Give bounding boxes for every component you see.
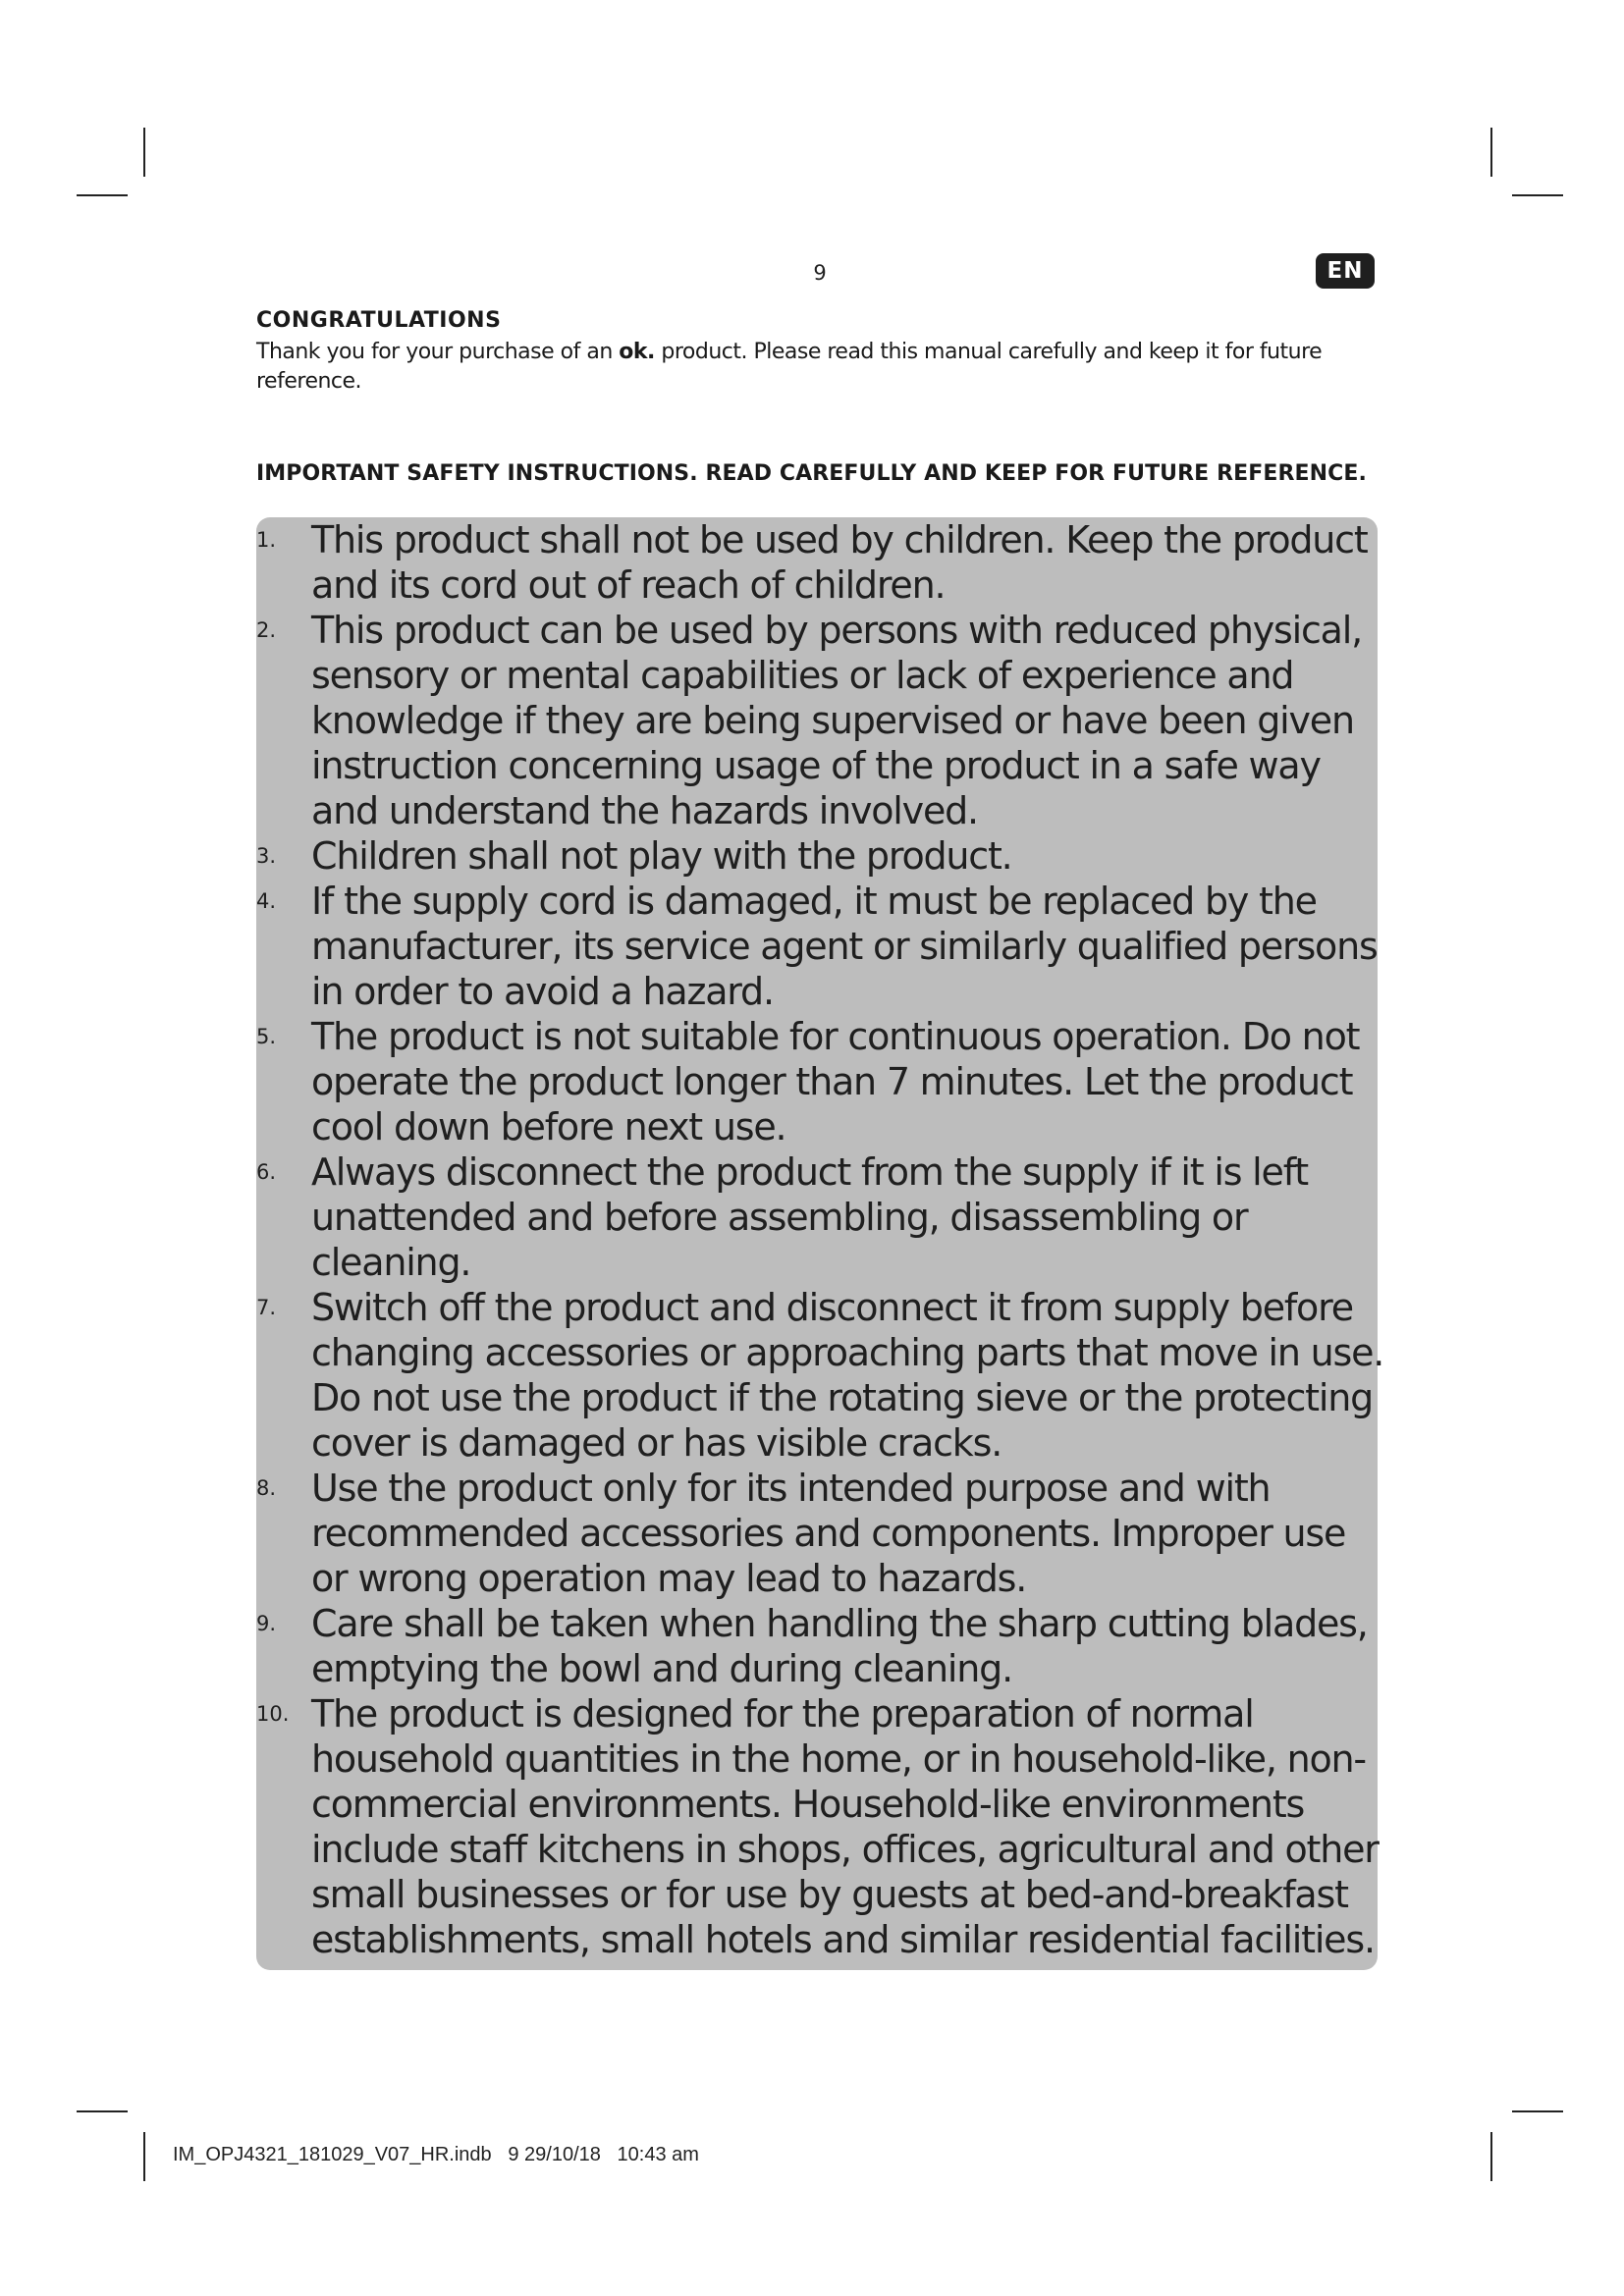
crop-mark-bottom-right-horizontal <box>1512 2110 1563 2112</box>
intro-text-before: Thank you for your purchase of an <box>256 340 620 364</box>
congratulations-text <box>256 338 1376 397</box>
instruction-item <box>256 1014 1385 1149</box>
instruction-number: 8. <box>256 1476 277 1500</box>
crop-mark-top-left-horizontal <box>77 194 128 196</box>
language-badge: EN <box>1316 253 1375 289</box>
instruction-text: Use the product only for its intended purpose and with recommended accessories and components. Improper use or wrong operation may lead to hazards. <box>311 1467 1346 1600</box>
intro-text-after: product. Please read this manual carefully and keep it for future reference. <box>256 340 1323 394</box>
instruction-number: 10. <box>256 1702 290 1726</box>
crop-mark-bottom-left-vertical <box>143 2132 145 2181</box>
instruction-text: Switch off the product and disconnect it from supply before changing accessories or approaching parts that move in use. Do not use the product if the rotating sieve or the protecting cover is damaged or has visible cracks. <box>311 1286 1384 1465</box>
instruction-text: Children shall not play with the product. <box>311 834 1012 878</box>
instruction-item <box>256 1466 1385 1601</box>
instruction-item <box>256 517 1385 608</box>
instruction-number: 9. <box>256 1612 277 1635</box>
instruction-text: This product shall not be used by children. Keep the product and its cord out of reach of children. <box>311 518 1368 607</box>
safety-instructions-list <box>256 517 1385 1962</box>
instruction-number: 7. <box>256 1296 277 1319</box>
instruction-item <box>256 1285 1385 1466</box>
print-file-info: IM_OPJ4321_181029_V07_HR.indb 9 29/10/18 10:43 am <box>173 2144 699 2165</box>
instruction-number: 4. <box>256 889 277 913</box>
congratulations-title: CONGRATULATIONS <box>256 308 502 333</box>
crop-mark-top-left-vertical <box>143 128 145 177</box>
crop-mark-top-right-vertical <box>1490 128 1492 177</box>
instruction-number: 5. <box>256 1025 277 1048</box>
instruction-number: 3. <box>256 844 277 868</box>
instruction-number: 1. <box>256 528 277 552</box>
page-number: 9 <box>813 261 827 285</box>
crop-mark-bottom-left-horizontal <box>77 2110 128 2112</box>
instruction-item <box>256 879 1385 1014</box>
instruction-item <box>256 608 1385 833</box>
instruction-item <box>256 1149 1385 1285</box>
instruction-text: This product can be used by persons with reduced physical, sensory or mental capabilities or lack of experience and knowledge if they are being supervised or have been given instruction concerning usage of the product in a safe way and understand the hazards involved. <box>311 609 1362 832</box>
instruction-item <box>256 1601 1385 1691</box>
instruction-item <box>256 1691 1385 1962</box>
instruction-text: The product is not suitable for continuous operation. Do not operate the product longer than 7 minutes. Let the product cool down before next use. <box>311 1015 1360 1148</box>
crop-mark-bottom-right-vertical <box>1490 2132 1492 2181</box>
instruction-text: Care shall be taken when handling the sharp cutting blades, emptying the bowl and during cleaning. <box>311 1602 1368 1690</box>
instruction-text: If the supply cord is damaged, it must be replaced by the manufacturer, its service agent or similarly qualified persons in order to avoid a hazard. <box>311 880 1378 1013</box>
instruction-text: The product is designed for the preparation of normal household quantities in the home, or in household-like, non-commercial environments. Household-like environments include staff kitchens in shops, offices, agricultural and other small businesses or for use by guests at bed-and-breakfast establishments, small hotels and similar residential facilities. <box>311 1692 1379 1961</box>
instruction-item <box>256 833 1385 879</box>
instruction-number: 2. <box>256 618 277 642</box>
instruction-text: Always disconnect the product from the supply if it is left unattended and before assembling, disassembling or cleaning. <box>311 1150 1308 1284</box>
brand-name: ok. <box>619 340 655 364</box>
crop-mark-top-right-horizontal <box>1512 194 1563 196</box>
instruction-number: 6. <box>256 1160 277 1184</box>
safety-heading: IMPORTANT SAFETY INSTRUCTIONS. READ CAREFULLY AND KEEP FOR FUTURE REFERENCE. <box>256 461 1368 486</box>
